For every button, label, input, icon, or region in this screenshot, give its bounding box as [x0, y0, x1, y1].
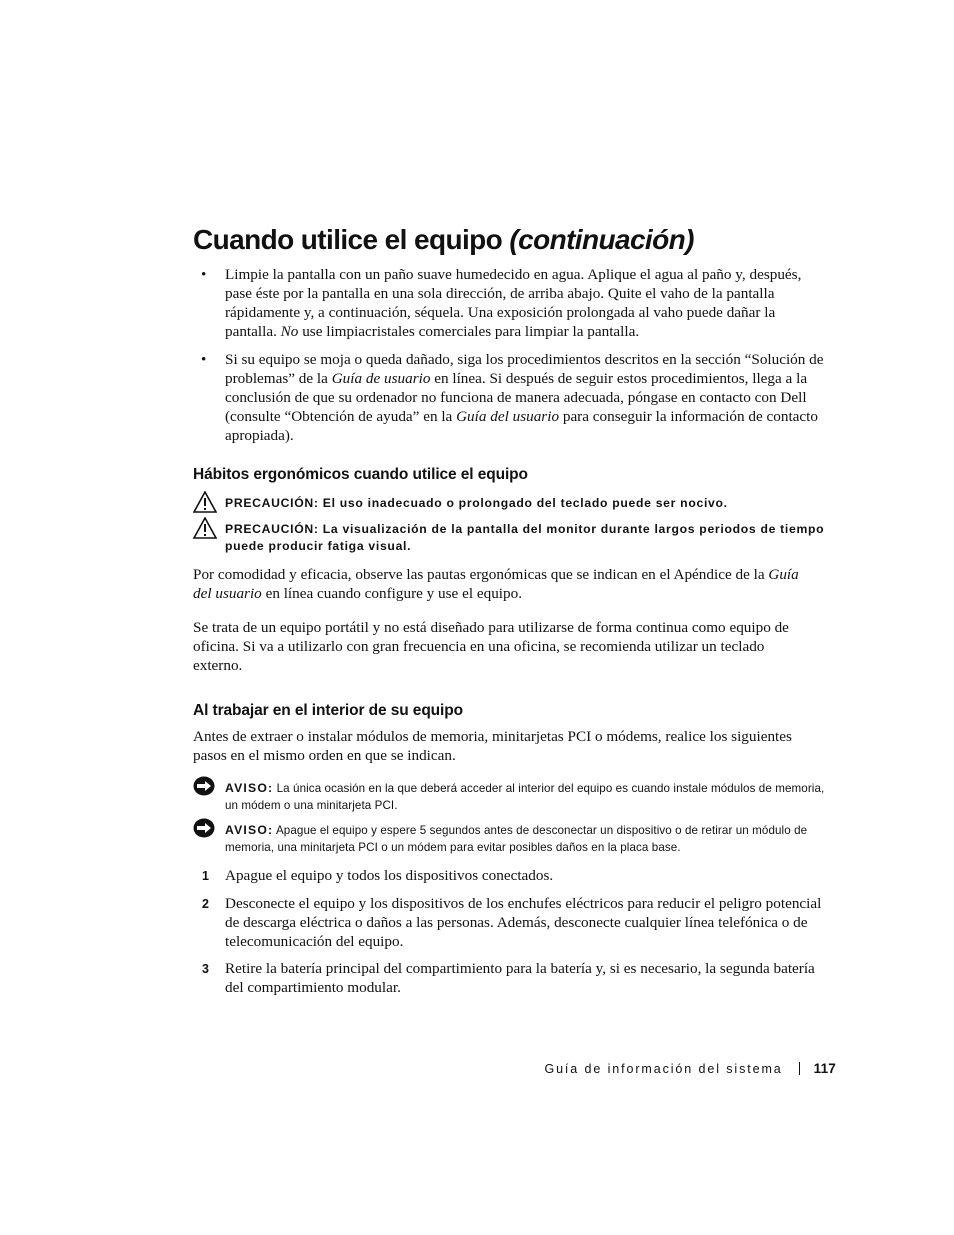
step-number: 2 — [202, 897, 209, 911]
step-number: 1 — [202, 869, 209, 883]
step-text: Desconecte el equipo y los dispositivos de los enchufes eléctricos para reducir el peligro potencial de descarga eléctrica o daños a las personas. Además, desconecte cualquier línea telefónica o de telecomunicación del equipo. — [225, 895, 822, 950]
section-heading-inside: Al trabajar en el interior de su equipo — [193, 702, 463, 719]
section-heading-ergonomics: Hábitos ergonómicos cuando utilice el equipo — [193, 466, 528, 483]
warning-triangle-icon — [193, 517, 217, 539]
step-item — [202, 866, 825, 885]
bullet-italic: Guía de usuario — [331, 370, 431, 387]
bullet-text: en línea. Si después de seguir estos procedimientos, llega a la conclusión de que su ordenador no funciona de manera adecuada, póngase en contacto con Dell (consulte “Obtención de ayuda” en la — [225, 370, 808, 425]
paragraph: Antes de extraer o instalar módulos de memoria, minitarjetas PCI o módems, realice los siguientes pasos en el mismo orden en que se indican. — [193, 728, 792, 764]
page-footer — [544, 1061, 836, 1076]
caution-note — [193, 495, 835, 512]
page-title — [193, 222, 694, 258]
page-title-main: Cuando utilice el equipo — [193, 224, 503, 255]
bullet-dot: • — [201, 351, 207, 368]
step-text: Apague el equipo y todos los dispositivos conectados. — [225, 867, 554, 884]
notice-hand-icon — [193, 776, 215, 796]
notice-label: AVISO: — [225, 781, 274, 795]
caution-text: PRECAUCIÓN: La visualización de la pantalla del monitor durante largos periodos de tiempo puede producir fatiga visual. — [225, 522, 825, 553]
notice-note — [193, 780, 835, 814]
paragraph — [193, 565, 803, 603]
bullet-text: Limpie la pantalla con un paño suave humedecido en agua. Aplique el agua al paño y, después, pase éste por la pantalla en una sola dirección, de arriba abajo. Quite el vaho de la pantalla rápidamente y, a continuación, séquela. Una exposición prolongada al vaho puede dañar la pantalla. — [225, 266, 802, 340]
step-number: 3 — [202, 962, 209, 976]
notice-hand-icon — [193, 818, 215, 838]
caution-note — [193, 521, 835, 555]
step-text: Retire la batería principal del compartimiento para la batería y, si es necesario, la segunda batería del compartimiento modular. — [225, 960, 815, 996]
paragraph: Se trata de un equipo portátil y no está diseñado para utilizarse de forma continua como equipo de oficina. Si va a utilizarlo con gran frecuencia en una oficina, se recomienda utilizar un teclado externo. — [193, 619, 789, 674]
bullet-dot: • — [201, 266, 207, 283]
step-item — [202, 959, 825, 997]
footer-guide-title: Guía de información del sistema — [544, 1062, 783, 1076]
bullet-item — [201, 350, 825, 445]
footer-divider — [799, 1062, 800, 1075]
bullet-text: use limpiacristales comerciales para limpiar la pantalla. — [298, 323, 640, 340]
bullet-italic: No — [280, 323, 299, 340]
paragraph-text: Por comodidad y eficacia, observe las pautas ergonómicas que se indican en el Apéndice de la — [193, 566, 769, 583]
page-number: 117 — [813, 1061, 836, 1076]
bullet-text: para conseguir la información de contacto apropiada). — [225, 408, 818, 444]
notice-label: AVISO: — [225, 823, 274, 837]
bullet-text: Si su equipo se moja o queda dañado, siga los procedimientos descritos en la sección “Solución de problemas” de la — [225, 351, 824, 387]
notice-text: Apague el equipo y espere 5 segundos antes de desconectar un dispositivo o de retirar un módulo de memoria, una minitarjeta PCI o un módem para evitar posibles daños en la placa base. — [225, 824, 808, 854]
step-item — [202, 894, 825, 951]
paragraph-italic: Guía del usuario — [193, 566, 799, 602]
bullet-item — [201, 265, 825, 341]
warning-triangle-icon — [193, 491, 217, 513]
notice-text: La única ocasión en la que deberá acceder al interior del equipo es cuando instale módulos de memoria, un módem o una minitarjeta PCI. — [225, 782, 825, 812]
notice-note — [193, 822, 835, 856]
caution-text: PRECAUCIÓN: El uso inadecuado o prolongado del teclado puede ser nocivo. — [225, 496, 728, 510]
bullet-italic: Guía del usuario — [456, 408, 560, 425]
paragraph-text: en línea cuando configure y use el equipo. — [261, 585, 522, 602]
page-title-continuation: (continuación) — [509, 224, 694, 255]
